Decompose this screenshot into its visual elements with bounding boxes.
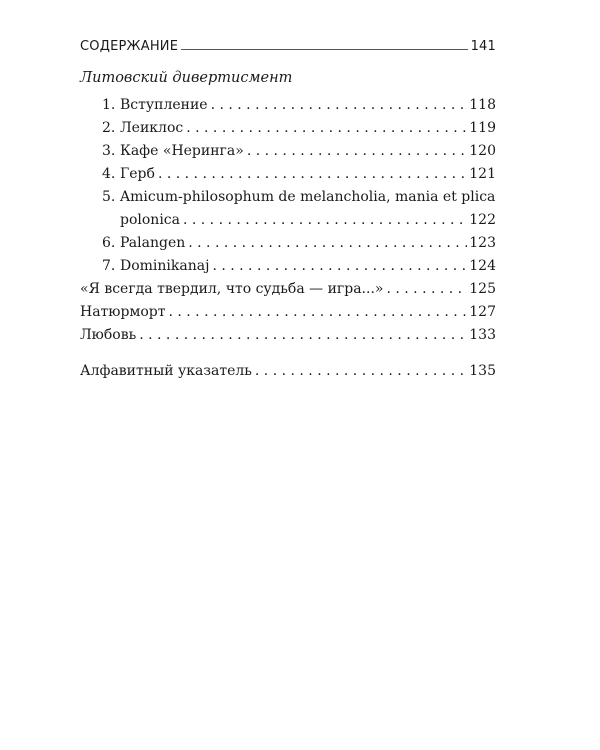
toc-entry-page: 123 [469,235,496,251]
leader-dots [168,303,467,322]
toc-entry-page: 120 [469,143,496,159]
leader-dots [247,142,467,161]
toc-entry-label: Palangen [120,235,186,251]
toc-entry-label: Кафе «Неринга» [120,143,244,159]
header-title: СОДЕРЖАНИЕ [80,39,179,54]
toc-entry-page: 124 [469,258,496,274]
toc-entry-label: Герб [120,166,155,182]
toc-entry-index[interactable] [80,362,496,381]
toc-entry-page: 135 [469,363,496,379]
item-number: 6. [102,235,116,251]
toc-entry-label: Вступление [120,97,208,113]
toc-entry[interactable] [120,234,496,253]
toc-entry[interactable] [120,119,496,138]
toc-entry[interactable] [120,142,496,161]
toc-entry-label: Алфавитный указатель [80,363,252,379]
toc-entry[interactable] [80,280,496,299]
leader-dots [183,211,467,230]
toc-entry[interactable] [120,211,496,230]
toc-entry-page: 122 [469,212,496,228]
leader-dots [386,280,467,299]
leader-dots [139,326,467,345]
toc-entry-page: 133 [469,327,496,343]
toc-entry-label: Любовь [80,327,137,343]
header-page-number: 141 [470,39,496,54]
toc-entry-label: Натюрморт [80,304,166,320]
leader-dots [255,362,467,381]
toc-entry-label-line1: Amicum-philosophum de melancholia, mania et plica [120,189,496,205]
leader-dots [188,234,467,253]
toc-entry-page: 121 [469,166,496,182]
item-number: 1. [102,97,116,113]
toc-entry-page: 127 [469,304,496,320]
item-number: 3. [102,143,116,159]
toc-entry-page: 118 [469,97,496,113]
toc-entry[interactable] [120,96,496,115]
toc-entry-page: 119 [469,120,496,136]
toc-entry[interactable] [120,165,496,184]
toc-entry-label: «Я всегда твердил, что судьба — игра...» [80,281,384,297]
item-number: 7. [102,258,116,274]
toc-entry[interactable] [80,303,496,322]
section-title: Литовский дивертисмент [80,70,293,86]
leader-dots [186,119,467,138]
toc-entry[interactable] [80,326,496,345]
item-number: 2. [102,120,116,136]
item-number: 4. [102,166,116,182]
leader-dots [212,257,467,276]
leader-dots [211,96,468,115]
item-number: 5. [102,189,116,205]
toc-entry[interactable] [120,257,496,276]
leader-dots [158,165,467,184]
toc-entry-label: Dominikanaj [120,258,210,274]
running-header [80,34,496,54]
toc-entry-page: 125 [469,281,496,297]
toc-entry-label: polonica [120,212,180,228]
toc-entry-label: Леиклос [120,120,184,136]
header-rule [181,48,467,50]
